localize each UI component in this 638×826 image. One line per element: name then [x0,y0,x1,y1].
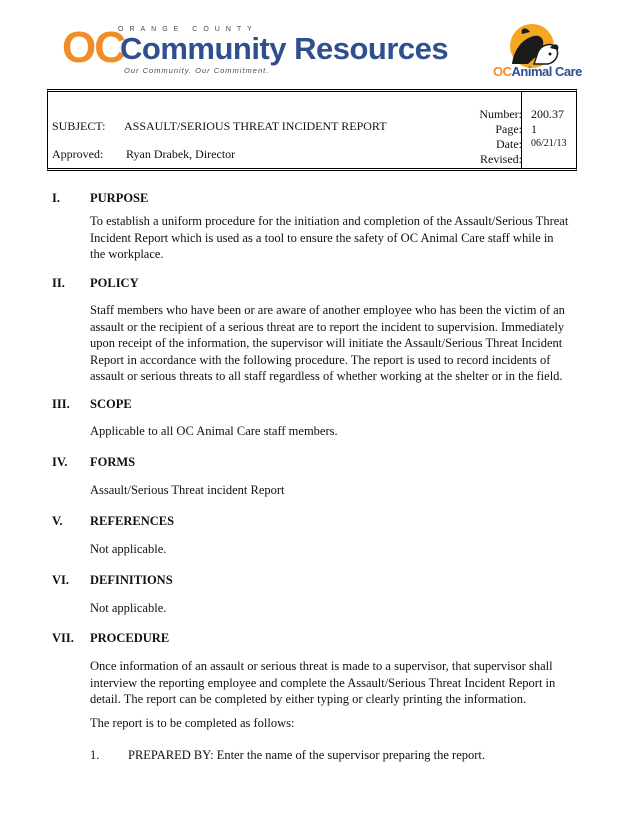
section-number: III. [52,397,70,411]
date-label: Date: [496,137,522,151]
procedure-paragraph: Once information of an assault or serious threat is made to a supervisor, that supervisor shall interview the reporting employee and complete the Assault/Serious Threat Incident Report in detail. The report can be completed by either typing or clearly printing the information. [90,659,556,706]
logo-tagline-text: Our Community. Our Commitment. [124,66,270,75]
section-title-policy: POLICY [90,276,139,290]
approved-value: Ryan Drabek, Director [126,147,236,161]
procedure-intro-paragraph: The report is to be completed as follows: [90,716,295,730]
forms-paragraph: Assault/Serious Threat incident Report [90,483,285,497]
section-number: I. [52,191,60,205]
section-number: IV. [52,455,68,469]
page-label: Page: [495,122,522,136]
section-title-procedure: PROCEDURE [90,631,170,645]
section-number: VI. [52,573,70,587]
section-number: II. [52,276,65,290]
subject-value: ASSAULT/SERIOUS THREAT INCIDENT REPORT [124,119,387,133]
section-title-definitions: DEFINITIONS [90,573,173,587]
subject-label: SUBJECT: [52,119,106,133]
section-number: V. [52,514,63,528]
logo-oc-text: OC [62,23,124,72]
page-value: 1 [531,122,537,136]
definitions-paragraph: Not applicable. [90,601,167,615]
number-value: 200.37 [531,107,564,121]
references-paragraph: Not applicable. [90,542,167,556]
section-title-references: REFERENCES [90,514,175,528]
section-number: VII. [52,631,74,645]
date-value: 06/21/13 [531,138,567,149]
number-label: Number: [479,107,522,121]
procedure-item-text: PREPARED BY: Enter the name of the supervisor preparing the report. [128,748,486,762]
logo-name-text: Community Resources [120,31,449,66]
section-title-scope: SCOPE [90,397,132,411]
logo-county-text: ORANGE COUNTY [118,26,258,33]
purpose-paragraph: To establish a uniform procedure for the initiation and completion of the Assault/Serious Threat Incident Report which is used as a tool to ensure the safety of OC Animal Care staff while in the workplace. [90,214,569,261]
approved-label: Approved: [52,147,104,161]
revised-label: Revised: [480,152,522,166]
procedure-item-number: 1. [90,748,100,762]
animal-care-logo-text: OCAnimal Care [493,64,582,79]
policy-paragraph: Staff members who have been or are aware of another employee who has been the victim of an assault or the recipient of a serious threat are to report the incident to supervision. Immediately upon receipt of the information, the supervisor will initiate the Assault/Serious Threat Incident Report in accordance with the following procedure. The report is used to record incidents of assault or serious threats to all staff regardless of whether working at the shelter or in the field. [90,303,565,383]
section-title-forms: FORMS [90,455,136,469]
scope-paragraph: Applicable to all OC Animal Care staff members. [90,424,338,438]
section-title-purpose: PURPOSE [90,191,149,205]
